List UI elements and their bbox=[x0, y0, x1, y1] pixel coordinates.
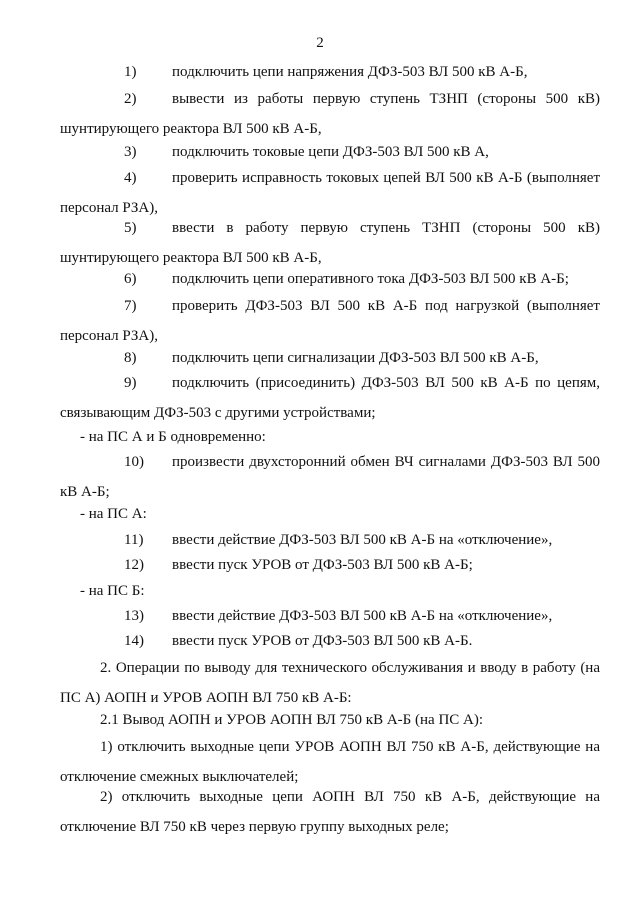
item-text: вывести из работы первую ступень ТЗНП (стороны 500 кВ) bbox=[172, 91, 600, 107]
item-number: 12) bbox=[124, 557, 144, 573]
item-number: 13) bbox=[124, 608, 144, 624]
item-number: 7) bbox=[124, 298, 137, 314]
subsection-heading bbox=[60, 707, 600, 733]
item-number: 1) bbox=[124, 64, 137, 80]
list-item bbox=[60, 370, 600, 426]
list-item bbox=[60, 266, 600, 292]
list-item bbox=[60, 552, 600, 578]
item-number: 9) bbox=[124, 375, 137, 391]
item-number: 8) bbox=[124, 350, 137, 366]
item-number: 14) bbox=[124, 633, 144, 649]
item-text: ввести действие ДФЗ-503 ВЛ 500 кВ А-Б на «отключение», bbox=[172, 532, 553, 548]
item-text: 2) отключить выходные цепи АОПН ВЛ 750 кВ А-Б, действующие на bbox=[100, 789, 600, 805]
list-item bbox=[60, 293, 600, 349]
item-text: подключить (присоединить) ДФЗ-503 ВЛ 500 кВ А-Б по цепям, bbox=[172, 375, 600, 391]
item-text: произвести двухсторонний обмен ВЧ сигналами ДФЗ-503 ВЛ 500 bbox=[172, 454, 600, 470]
item-number: 11) bbox=[124, 532, 144, 548]
section-subheading: - на ПС Б: bbox=[80, 583, 145, 599]
section-heading bbox=[60, 655, 600, 711]
list-item bbox=[60, 215, 600, 271]
item-number: 4) bbox=[124, 170, 137, 186]
subsection-heading-text: 2.1 Вывод АОПН и УРОВ АОПН ВЛ 750 кВ А-Б (на ПС А): bbox=[100, 712, 484, 728]
list-item bbox=[60, 734, 600, 790]
item-text: подключить цепи напряжения ДФЗ-503 ВЛ 500 кВ А-Б, bbox=[172, 64, 528, 80]
section-subheading: - на ПС А: bbox=[80, 506, 147, 522]
list-item bbox=[60, 59, 600, 85]
item-text: проверить исправность токовых цепей ВЛ 500 кВ А-Б (выполняет bbox=[172, 170, 600, 186]
item-text-continued: персонал РЗА), bbox=[60, 328, 159, 344]
list-item bbox=[60, 603, 600, 629]
item-text: 1) отключить выходные цепи УРОВ АОПН ВЛ 750 кВ А-Б, действующие на bbox=[100, 739, 600, 755]
item-number: 5) bbox=[124, 220, 137, 236]
item-text-continued: персонал РЗА), bbox=[60, 200, 159, 216]
list-item bbox=[60, 345, 600, 371]
item-text: проверить ДФЗ-503 ВЛ 500 кВ А-Б под нагрузкой (выполняет bbox=[172, 298, 600, 314]
item-text-continued: связывающим ДФЗ-503 с другими устройствами; bbox=[60, 405, 376, 421]
section-heading-continued: ПС А) АОПН и УРОВ АОПН ВЛ 750 кВ А-Б: bbox=[60, 690, 352, 706]
item-number: 3) bbox=[124, 144, 137, 160]
list-item bbox=[60, 449, 600, 505]
item-text-continued: кВ А-Б; bbox=[60, 484, 110, 500]
item-text: подключить токовые цепи ДФЗ-503 ВЛ 500 кВ А, bbox=[172, 144, 489, 160]
list-item bbox=[60, 628, 600, 654]
item-text: подключить цепи сигнализации ДФЗ-503 ВЛ 500 кВ А-Б, bbox=[172, 350, 539, 366]
item-text: ввести в работу первую ступень ТЗНП (стороны 500 кВ) bbox=[172, 220, 600, 236]
list-item bbox=[60, 784, 600, 840]
item-number: 6) bbox=[124, 271, 137, 287]
item-text: ввести пуск УРОВ от ДФЗ-503 ВЛ 500 кВ А-Б. bbox=[172, 633, 473, 649]
list-item bbox=[60, 165, 600, 221]
item-text-continued: шунтирующего реактора ВЛ 500 кВ А-Б, bbox=[60, 250, 322, 266]
item-text-continued: шунтирующего реактора ВЛ 500 кВ А-Б, bbox=[60, 121, 322, 137]
item-text-continued: отключение смежных выключателей; bbox=[60, 769, 299, 785]
item-number: 10) bbox=[124, 454, 144, 470]
list-item bbox=[60, 86, 600, 142]
item-text: ввести пуск УРОВ от ДФЗ-503 ВЛ 500 кВ А-Б; bbox=[172, 557, 473, 573]
list-item bbox=[60, 527, 600, 553]
list-item bbox=[60, 139, 600, 165]
item-text: ввести действие ДФЗ-503 ВЛ 500 кВ А-Б на «отключение», bbox=[172, 608, 553, 624]
item-number: 2) bbox=[124, 91, 137, 107]
section-subheading: - на ПС А и Б одновременно: bbox=[80, 429, 266, 445]
page-number: 2 bbox=[316, 35, 324, 51]
item-text-continued: отключение ВЛ 750 кВ через первую группу выходных реле; bbox=[60, 819, 449, 835]
item-text: подключить цепи оперативного тока ДФЗ-503 ВЛ 500 кВ А-Б; bbox=[172, 271, 569, 287]
section-heading-text: 2. Операции по выводу для технического обслуживания и вводу в работу (на bbox=[100, 660, 600, 676]
